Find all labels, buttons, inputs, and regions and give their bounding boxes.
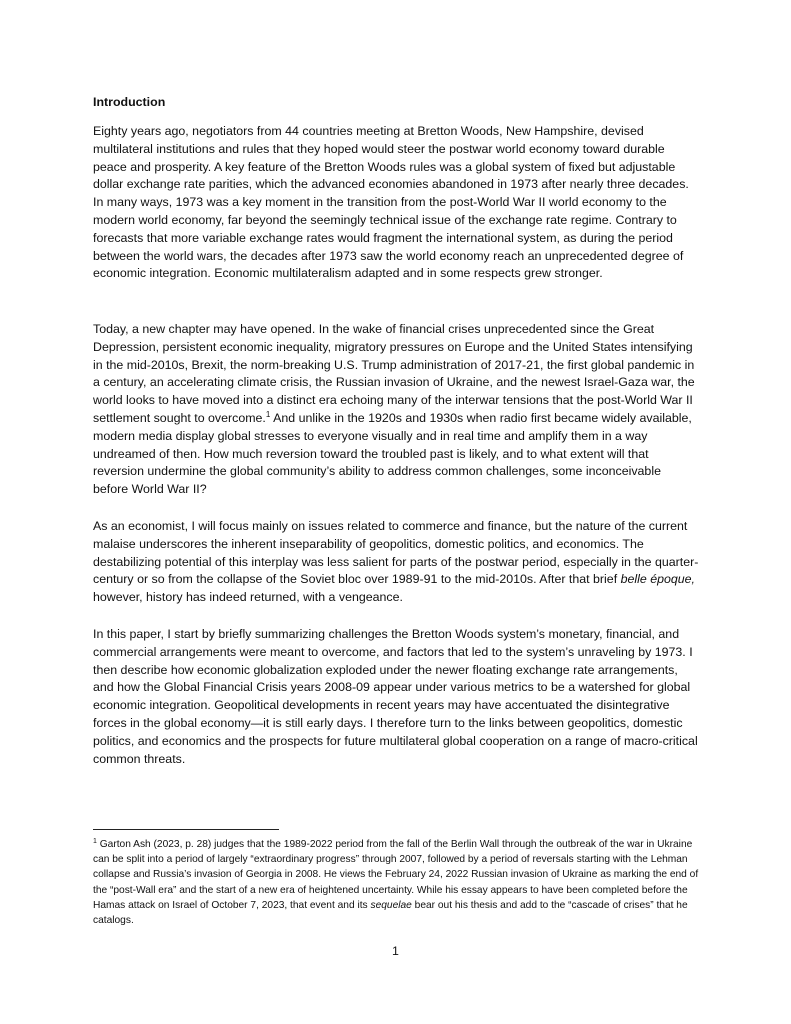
paragraph-text: As an economist, I will focus mainly on issues related to commerce and finance, but the nature of the current malaise underscores the inherent inseparability of geopolitics, domestic politics, and economics. The destabilizing potential of this interplay was less salient for parts of the postwar period, especially in the quarter-century or so from the collapse of the Soviet bloc over 1989-91 to the mid-2010s. After that brief [93, 519, 699, 587]
page-number: 1 [392, 944, 399, 958]
footnote-number: 1 [93, 838, 97, 845]
footnote-reference[interactable]: 1 [265, 409, 271, 419]
paragraph-text: In this paper, I start by briefly summarizing challenges the Bretton Woods system’s monetary, financial, and commercial arrangements were meant to overcome, and factors that led to the system’s unraveling by 1973. I then describe how economic globalization exploded under the newer floating exchange rate arrangements, and how the Global Financial Crisis years 2008-09 appear under various metrics to be a watershed for global economic integration. Geopolitical developments in recent years may have accentuated the disintegrative forces in the global economy—it is still early days. I therefore turn to the links between geopolitics, domestic politics, and economics and the prospects for future multilateral global cooperation on a range of macro-critical common threats. [93, 627, 698, 766]
paragraph-paper-outline [93, 626, 699, 768]
footnote-text: bear out his thesis and add to the “cascade of crises” that he catalogs. [93, 899, 688, 927]
footnote-italic: sequelae [370, 899, 412, 911]
paragraph-economist-focus [93, 518, 699, 607]
paragraph-new-chapter [93, 321, 699, 499]
paragraph-text: Today, a new chapter may have opened. In the wake of financial crises unprecedented since the Great Depression, persistent economic inequality, migratory pressures on Europe and the United States intensifying in the mid-2010s, Brexit, the norm-breaking U.S. Trump administration of 2017-21, the first global pandemic in a century, an accelerating climate crisis, the Russian invasion of Ukraine, and the newest Israel-Gaza war, the world looks to have moved into a distinct era echoing many of the interwar tensions that the post-World War II settlement sought to overcome. [93, 322, 695, 425]
footnote [93, 837, 699, 928]
footnote-divider [93, 829, 279, 830]
paragraph-bretton-woods [93, 123, 699, 283]
footnote-text: Garton Ash (2023, p. 28) judges that the 1989-2022 period from the fall of the Berlin Wall through the outbreak of the war in Ukraine can be split into a period of largely “extraordinary progress” through 2007, followed by a period of reversals starting with the Lehman collapse and Russia’s invasion of Georgia in 2008. He views the February 24, 2022 Russian invasion of Ukraine as marking the end of the “post-Wall era” and the start of a new era of heightened uncertainty. While his essay appears to have been completed before the Hamas attack on Israel of October 7, 2023, that event and its [93, 839, 699, 911]
paragraph-text: And unlike in the 1920s and 1930s when radio first became widely available, modern media display global stresses to everyone visually and in real time and amplify them in a way undreamed of then. How much reversion toward the troubled past is likely, and to what extent will that reversion undermine the global community’s ability to address common challenges, some inconceivable before World War II? [93, 410, 692, 497]
italic-phrase: belle époque, [620, 572, 695, 587]
section-heading: Introduction [93, 95, 166, 109]
paragraph-text: Eighty years ago, negotiators from 44 countries meeting at Bretton Woods, New Hampshire, devised multilateral institutions and rules that they hoped would steer the postwar world economy toward durable peace and prosperity. A key feature of the Bretton Woods rules was a global system of fixed but adjustable dollar exchange rate parities, which the advanced economies abandoned in 1973 after nearly three decades. In many ways, 1973 was a key moment in the transition from the post-World War II world economy to the modern world economy, far beyond the seemingly technical issue of the exchange rate regime. Contrary to forecasts that more variable exchange rates would fragment the international system, as during the period between the world wars, the decades after 1973 saw the world economy reach an unprecedented degree of economic integration. Economic multilateralism adapted and in some respects grew stronger. [93, 124, 689, 281]
paragraph-text: however, history has indeed returned, with a vengeance. [93, 590, 403, 605]
